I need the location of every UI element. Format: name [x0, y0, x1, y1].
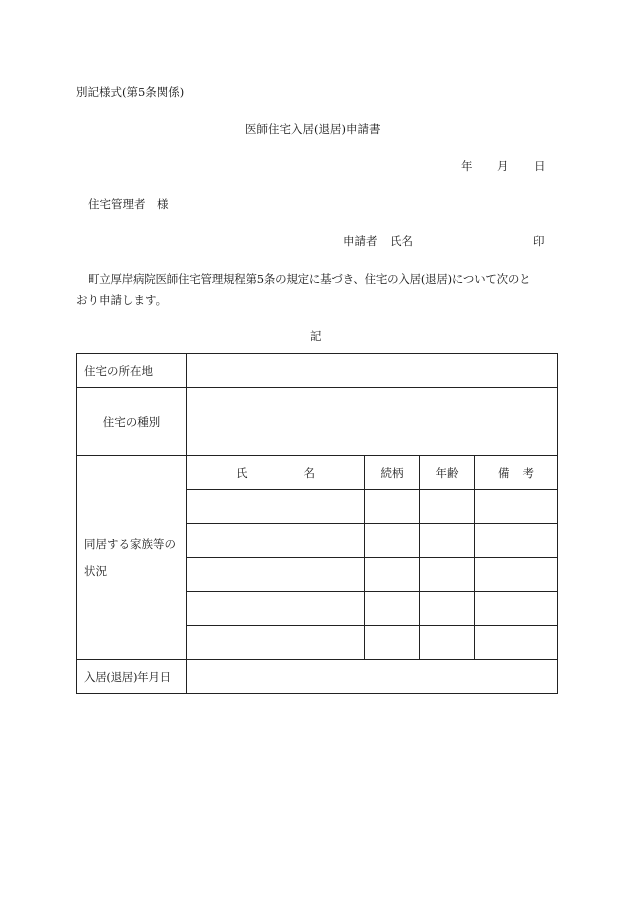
location-label: 住宅の所在地 — [77, 354, 187, 388]
date-year-label: 年 — [461, 159, 473, 173]
age-column-header: 年齢 — [420, 456, 475, 490]
form-number-label: 別記様式(第5条関係) — [76, 85, 185, 99]
applicant-name-label: 氏名 — [390, 234, 413, 248]
move-date-label: 入居(退居)年月日 — [77, 660, 187, 694]
family-remarks-cell[interactable] — [475, 490, 558, 524]
name-header-char-2: 名 — [303, 465, 315, 480]
location-field[interactable] — [187, 354, 558, 388]
relation-column-header: 続柄 — [365, 456, 420, 490]
body-text-line-2: おり申請します。 — [76, 293, 168, 307]
family-remarks-cell[interactable] — [475, 592, 558, 626]
name-column-header — [187, 456, 365, 490]
family-relation-cell[interactable] — [365, 490, 420, 524]
family-age-cell[interactable] — [420, 490, 475, 524]
family-label-line-1: 同居する家族等の — [84, 536, 176, 551]
family-remarks-cell[interactable] — [475, 558, 558, 592]
ki-heading: 記 — [310, 329, 322, 343]
family-name-cell[interactable] — [187, 524, 365, 558]
date-month-label: 月 — [497, 159, 509, 173]
housing-type-field[interactable] — [187, 388, 558, 456]
family-status-label — [77, 456, 187, 660]
body-text-line-1: 町立厚岸病院医師住宅管理規程第5条の規定に基づき、住宅の入居(退居)について次のと — [88, 272, 531, 286]
date-day-label: 日 — [534, 159, 546, 173]
family-age-cell[interactable] — [420, 592, 475, 626]
addressee: 住宅管理者 様 — [88, 197, 169, 211]
family-name-cell[interactable] — [187, 558, 365, 592]
remarks-column-header — [475, 456, 558, 490]
family-remarks-cell[interactable] — [475, 524, 558, 558]
family-name-cell[interactable] — [187, 626, 365, 660]
remarks-header-char-1: 備 — [498, 465, 510, 480]
family-age-cell[interactable] — [420, 524, 475, 558]
family-relation-cell[interactable] — [365, 626, 420, 660]
family-label-line-2: 状況 — [84, 563, 107, 578]
move-date-field[interactable] — [187, 660, 558, 694]
housing-type-label: 住宅の種別 — [77, 388, 187, 456]
seal-label: 印 — [533, 234, 545, 248]
family-relation-cell[interactable] — [365, 524, 420, 558]
name-header-char-1: 氏 — [236, 465, 248, 480]
family-name-cell[interactable] — [187, 592, 365, 626]
family-age-cell[interactable] — [420, 558, 475, 592]
family-remarks-cell[interactable] — [475, 626, 558, 660]
application-table — [76, 353, 558, 694]
family-relation-cell[interactable] — [365, 592, 420, 626]
family-relation-cell[interactable] — [365, 558, 420, 592]
family-name-cell[interactable] — [187, 490, 365, 524]
applicant-label: 申請者 — [343, 234, 378, 248]
family-age-cell[interactable] — [420, 626, 475, 660]
remarks-header-char-2: 考 — [522, 465, 534, 480]
document-title: 医師住宅入居(退居)申請書 — [245, 122, 381, 136]
